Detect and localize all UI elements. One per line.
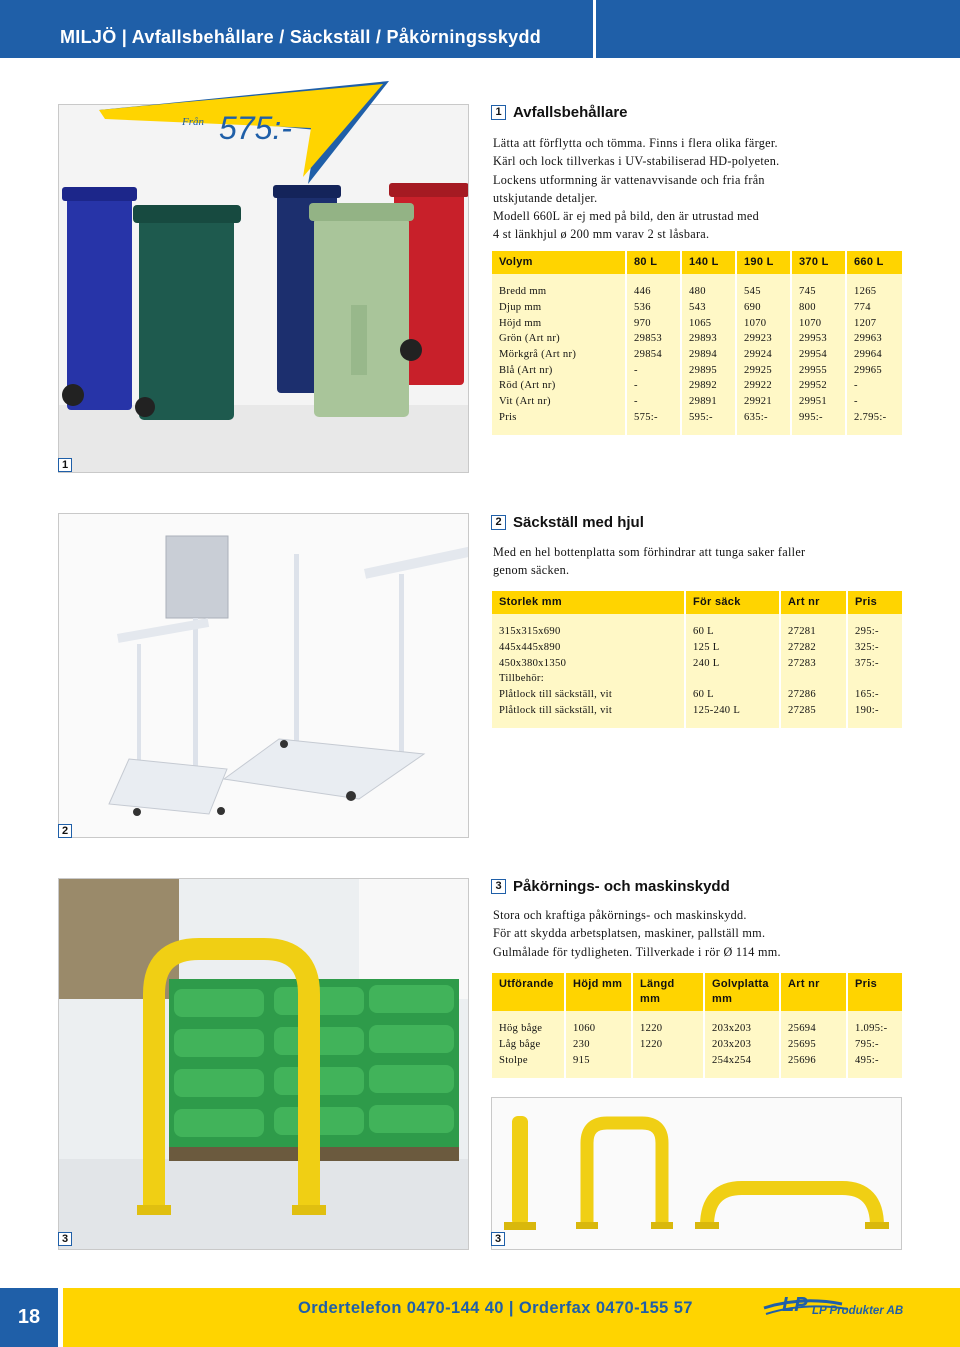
logo-text: LP Produkter AB [812, 1305, 904, 1317]
table-cell: 29853 [626, 331, 681, 347]
collision-protection-illustration [59, 879, 469, 1250]
table-cell: 29952 [791, 378, 846, 394]
sack-stand-spec-table [492, 591, 902, 728]
text-line: 4 st länkhjul ø 200 mm varav 2 st låsbara. [493, 227, 710, 242]
table-header-cell: 190 L [736, 251, 791, 274]
table-cell: 1060 [565, 1021, 632, 1037]
table-cell: Mörkgrå (Art nr) [492, 347, 626, 363]
table-header-cell: 140 L [681, 251, 736, 274]
table-cell: - [626, 394, 681, 410]
table-cell: Röd (Art nr) [492, 378, 626, 394]
table-row [492, 702, 902, 718]
table-header-cell: Golvplatta mm [704, 973, 780, 1011]
protection-photo-products [491, 1097, 902, 1250]
table-cell: 480 [681, 284, 736, 300]
table-cell: 1070 [791, 315, 846, 331]
table-cell: 2.795:- [846, 410, 902, 426]
table-row [492, 347, 902, 363]
section-2-number: 2 [491, 515, 506, 530]
table-header-cell: 370 L [791, 251, 846, 274]
table-cell: 230 [565, 1037, 632, 1053]
table-row [492, 1052, 902, 1068]
table-cell: 25696 [780, 1052, 847, 1068]
table-cell: - [846, 378, 902, 394]
table-header-cell: För säck [685, 591, 780, 614]
table-cell: 1207 [846, 315, 902, 331]
photo-number-badge: 1 [58, 458, 72, 472]
text-line: Lockens utformning är vattenavvisande och fria från [493, 172, 765, 187]
table-header-cell: 660 L [846, 251, 902, 274]
table-cell: Låg båge [492, 1037, 565, 1053]
table-cell: 254x254 [704, 1052, 780, 1068]
page-footer [0, 1278, 960, 1347]
photo-number-badge: 2 [58, 824, 72, 838]
table-cell: Pris [492, 410, 626, 426]
section-2-title-text: Säckställ med hjul [513, 514, 644, 531]
table-cell: 27283 [780, 655, 847, 671]
table-cell: Blå (Art nr) [492, 362, 626, 378]
table-header-cell: Art nr [780, 973, 847, 1011]
table-header-row [492, 973, 902, 1011]
table-cell: 445x445x890 [492, 640, 685, 656]
table-row [492, 640, 902, 656]
table-cell: 1070 [736, 315, 791, 331]
table-row [492, 284, 902, 300]
table-cell: 29965 [846, 362, 902, 378]
table-header-cell: Art nr [780, 591, 847, 614]
table-row [492, 410, 902, 426]
table-cell: 27281 [780, 624, 847, 640]
section-3-title-text: Påkörnings- och maskinskydd [513, 878, 730, 895]
photo-number-badge: 3 [491, 1232, 505, 1246]
table-cell: 1.095:- [847, 1021, 902, 1037]
company-logo [762, 1294, 902, 1324]
table-cell: Plåtlock till säckställ, vit [492, 687, 685, 703]
table-cell: - [626, 378, 681, 394]
table-row [492, 315, 902, 331]
promo-from-label: Från [182, 116, 204, 128]
table-header-cell: Utförande [492, 973, 565, 1011]
table-cell: 60 L [685, 624, 780, 640]
table-cell [632, 1052, 704, 1068]
table-row [492, 1021, 902, 1037]
table-row [492, 624, 902, 640]
table-cell: 1220 [632, 1021, 704, 1037]
table-cell: 27285 [780, 702, 847, 718]
table-row [492, 1037, 902, 1053]
section-1-title [491, 104, 628, 121]
table-row [492, 687, 902, 703]
table-row [492, 300, 902, 316]
table-cell: 446 [626, 284, 681, 300]
table-cell: 1265 [846, 284, 902, 300]
section-2-description [493, 543, 903, 580]
table-header-cell: Volym [492, 251, 626, 274]
table-cell: 1220 [632, 1037, 704, 1053]
table-cell: Stolpe [492, 1052, 565, 1068]
text-line: Modell 660L är ej med på bild, den är utrustad med [493, 209, 760, 224]
table-header-cell: Pris [847, 591, 902, 614]
table-cell: Djup mm [492, 300, 626, 316]
section-3-description [493, 906, 903, 961]
table-row [492, 655, 902, 671]
table-cell: 545 [736, 284, 791, 300]
table-cell: 125 L [685, 640, 780, 656]
table-cell: 800 [791, 300, 846, 316]
table-cell: 29923 [736, 331, 791, 347]
table-cell: 27282 [780, 640, 847, 656]
table-cell: 29963 [846, 331, 902, 347]
table-cell: - [846, 394, 902, 410]
promo-price: 575:- [219, 110, 292, 146]
table-row [492, 362, 902, 378]
section-1-number: 1 [491, 105, 506, 120]
table-header-cell: Pris [847, 973, 902, 1011]
table-cell: 295:- [847, 624, 902, 640]
table-cell: 29951 [791, 394, 846, 410]
sack-stand-illustration [59, 514, 469, 838]
text-line: Med en hel bottenplatta som förhindrar att tunga saker faller [493, 545, 806, 559]
table-cell: 240 L [685, 655, 780, 671]
text-line: Stora och kraftiga påkörnings- och maskinskydd. [493, 908, 747, 922]
logo-mark: LP [782, 1294, 808, 1316]
bins-spec-table [492, 251, 902, 435]
table-cell: 29955 [791, 362, 846, 378]
page-header [0, 0, 960, 58]
table-cell: 29895 [681, 362, 736, 378]
section-1-title-text: Avfallsbehållare [513, 104, 628, 121]
table-header-cell: Storlek mm [492, 591, 685, 614]
text-line: För att skydda arbetsplatsen, maskiner, pallställ mm. [493, 926, 766, 941]
table-cell: 495:- [847, 1052, 902, 1068]
table-cell: 995:- [791, 410, 846, 426]
table-cell: Tillbehör: [492, 671, 685, 687]
table-cell: 25694 [780, 1021, 847, 1037]
table-cell: 29893 [681, 331, 736, 347]
table-cell: 29921 [736, 394, 791, 410]
table-cell: 690 [736, 300, 791, 316]
photo-number-badge: 3 [58, 1232, 72, 1246]
table-cell: - [626, 362, 681, 378]
table-cell: 125-240 L [685, 702, 780, 718]
table-header-cell: Längd mm [632, 973, 704, 1011]
section-2-title [491, 514, 644, 531]
text-line: genom säcken. [493, 563, 570, 578]
table-row [492, 394, 902, 410]
table-row [492, 331, 902, 347]
protection-spec-table [492, 973, 902, 1078]
table-cell: 29894 [681, 347, 736, 363]
table-cell: 915 [565, 1052, 632, 1068]
section-3-title [491, 878, 730, 895]
page-title: MILJÖ | Avfallsbehållare / Säckställ / Påkörningsskydd [60, 27, 542, 47]
table-cell: 29891 [681, 394, 736, 410]
sack-stand-photo [58, 513, 469, 838]
table-cell: Höjd mm [492, 315, 626, 331]
table-cell: 203x203 [704, 1021, 780, 1037]
text-line: Lätta att förflytta och tömma. Finns i flera olika färger. [493, 136, 778, 150]
table-cell: 795:- [847, 1037, 902, 1053]
table-cell: 29892 [681, 378, 736, 394]
table-cell: 635:- [736, 410, 791, 426]
table-header-row [492, 251, 902, 274]
table-cell [847, 671, 902, 687]
protection-products-illustration [492, 1098, 902, 1250]
table-cell: 29924 [736, 347, 791, 363]
table-cell: 29953 [791, 331, 846, 347]
table-cell: Vit (Art nr) [492, 394, 626, 410]
table-cell: 190:- [847, 702, 902, 718]
table-cell: 325:- [847, 640, 902, 656]
table-cell: 315x315x690 [492, 624, 685, 640]
table-cell: 543 [681, 300, 736, 316]
text-line: utskjutande detaljer. [493, 190, 598, 205]
table-cell: Bredd mm [492, 284, 626, 300]
table-cell: 450x380x1350 [492, 655, 685, 671]
section-1-description [493, 134, 893, 244]
table-cell: 60 L [685, 687, 780, 703]
table-cell: 203x203 [704, 1037, 780, 1053]
table-cell: 29925 [736, 362, 791, 378]
table-cell: Plåtlock till säckställ, vit [492, 702, 685, 718]
order-contact: Ordertelefon 0470-144 40 | Orderfax 0470-155 57 [298, 1299, 693, 1317]
table-cell: Grön (Art nr) [492, 331, 626, 347]
table-cell: 165:- [847, 687, 902, 703]
text-line: Kärl och lock tillverkas i UV-stabiliserad HD-polyeten. [493, 154, 780, 169]
text-line: Gulmålade för tydligheten. Tillverkade i rör Ø 114 mm. [493, 944, 781, 959]
table-header-row [492, 591, 902, 614]
table-header-cell: Höjd mm [565, 973, 632, 1011]
table-cell: 970 [626, 315, 681, 331]
table-cell: 29954 [791, 347, 846, 363]
table-cell: 25695 [780, 1037, 847, 1053]
table-cell: 29922 [736, 378, 791, 394]
section-3-number: 3 [491, 879, 506, 894]
page-number: 18 [0, 1288, 58, 1347]
table-row [492, 378, 902, 394]
table-header-cell: 80 L [626, 251, 681, 274]
table-cell: 745 [791, 284, 846, 300]
table-cell: 575:- [626, 410, 681, 426]
table-cell: Hög båge [492, 1021, 565, 1037]
table-cell: 29854 [626, 347, 681, 363]
table-cell: 27286 [780, 687, 847, 703]
table-cell: 375:- [847, 655, 902, 671]
table-cell [685, 671, 780, 687]
table-cell: 774 [846, 300, 902, 316]
table-cell: 1065 [681, 315, 736, 331]
table-cell: 595:- [681, 410, 736, 426]
table-cell: 29964 [846, 347, 902, 363]
table-cell: 536 [626, 300, 681, 316]
table-row [492, 671, 902, 687]
header-bar-right [596, 0, 960, 58]
protection-photo-main [58, 878, 469, 1250]
table-cell [780, 671, 847, 687]
